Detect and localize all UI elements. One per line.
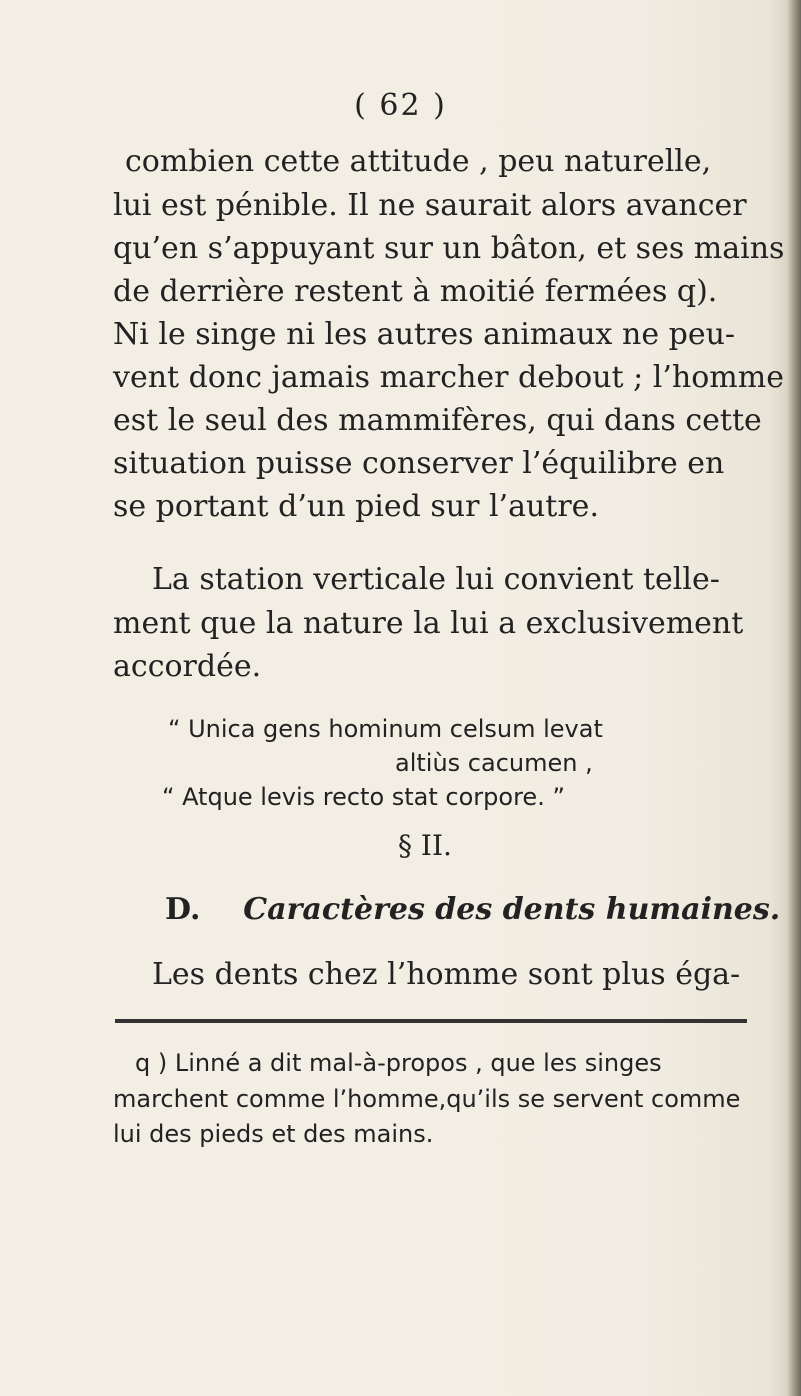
text-line: situation puisse conserver l’équilibre en [113,446,725,481]
footnote-line: marchent comme l’homme,qu’ils se servent comme [113,1085,741,1113]
text-line: se portant d’un pied sur l’autre. [113,489,599,524]
quote-line: “ Atque levis recto stat corpore. ” [162,783,565,811]
text-line: de derrière restent à moitié fermées q). [113,274,718,309]
text-line: Ni le singe ni les autres animaux ne peu- [113,317,736,352]
page-edge-shadow [787,0,801,1396]
text-line: lui est pénible. Il ne saurait alors avancer [113,188,747,223]
quote-line: “ Unica gens hominum celsum levat [168,715,603,743]
text-line: vent donc jamais marcher debout ; l’homme [113,360,784,395]
text-line: qu’en s’appuyant sur un bâton, et ses mains [113,231,785,266]
heading-title: Caractères des dents humaines. [243,892,781,927]
text-line: combien cette attitude , peu naturelle, [125,144,712,179]
text-line: accordée. [113,649,262,684]
footnote-rule [115,1019,747,1023]
section-heading [165,890,780,930]
heading-letter: D. [165,892,201,927]
text-line: La station verticale lui convient telle- [152,562,720,597]
page-number: ( 62 ) [354,88,447,123]
footnote-line: lui des pieds et des mains. [113,1120,434,1148]
section-number: § II. [398,829,452,862]
text-line: Les dents chez l’homme sont plus éga- [152,957,741,992]
text-line: est le seul des mammifères, qui dans cette [113,403,762,438]
quote-line: altiùs cacumen , [395,749,593,777]
footnote-line: q ) Linné a dit mal-à-propos , que les singes [135,1049,662,1077]
text-line: ment que la nature la lui a exclusivement [113,606,744,641]
